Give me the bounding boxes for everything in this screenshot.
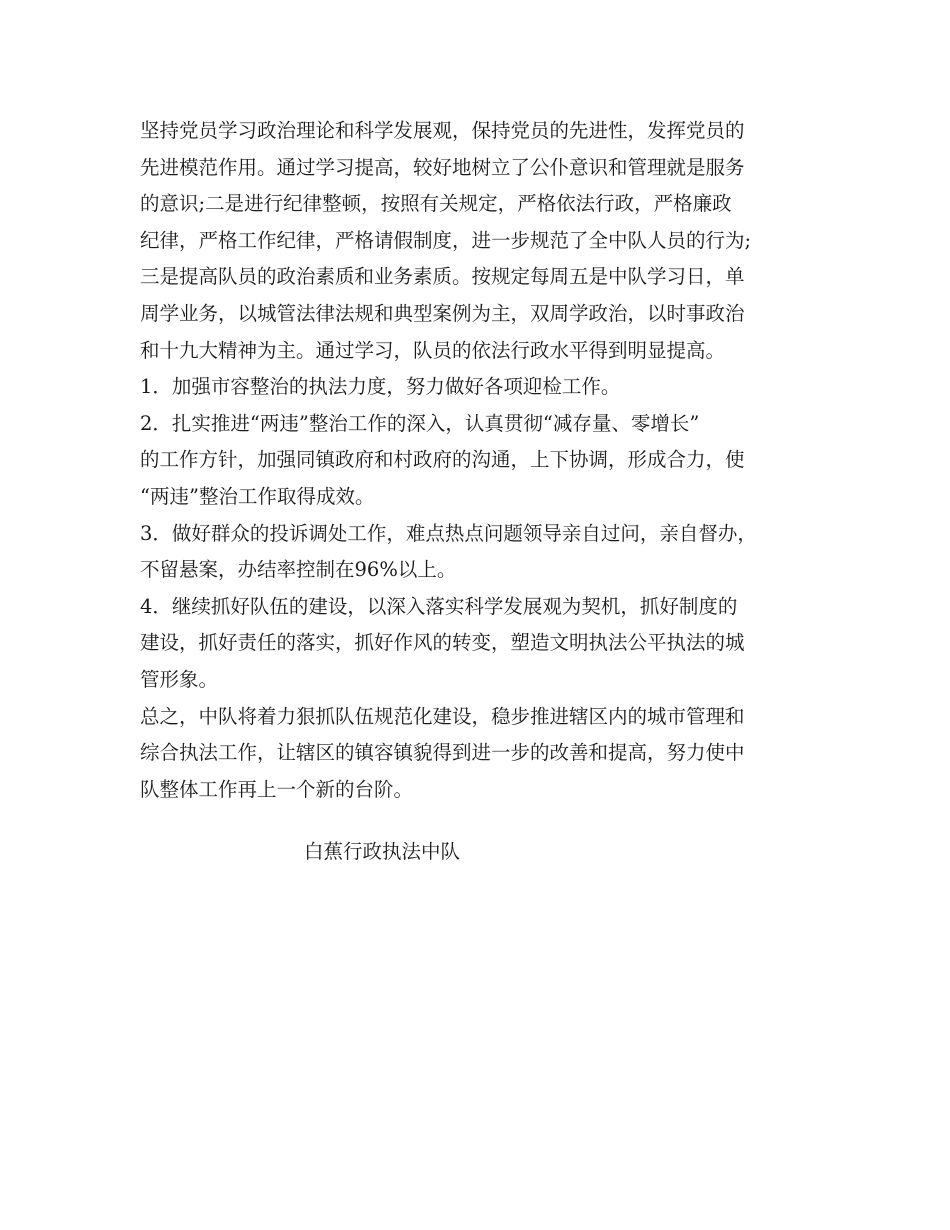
text-line: 三是提高队员的政治素质和业务素质。按规定每周五是中队学习日，单 <box>140 265 745 289</box>
text-line: 的工作方针，加强同镇政府和村政府的沟通，上下协调，形成合力，使 <box>140 448 745 472</box>
text-line: 周学业务，以城管法律法规和典型案例为主，双周学政治，以时事政治 <box>140 301 745 325</box>
text-line: 综合执法工作，让辖区的镇容镇貌得到进一步的改善和提高，努力使中 <box>140 741 745 765</box>
text-line: 坚持党员学习政治理论和科学发展观，保持党员的先进性，发挥党员的 <box>140 119 745 142</box>
signature-org-name: 白蕉行政执法中队 <box>304 840 461 863</box>
text-line: 队整体工作再上一个新的台阶。 <box>140 777 414 801</box>
text-line: 的意识;二是进行纪律整顿，按照有关规定，严格依法行政，严格廉政 <box>140 192 732 216</box>
text-line: 和十九大精神为主。通过学习，队员的依法行政水平得到明显提高。 <box>140 338 726 362</box>
text-line: 先进模范作用。通过学习提高，较好地树立了公仆意识和管理就是服务 <box>140 155 745 179</box>
list-item-1: 1．加强市容整治的执法力度，努力做好各项迎检工作。 <box>140 375 621 399</box>
text-line: “两违”整治工作取得成效。 <box>140 484 375 508</box>
text-line: 管形象。 <box>140 667 219 691</box>
list-item-2: 2．扎实推进“两违”整治工作的深入，认真贯彻“减存量、零增长” <box>140 411 700 435</box>
body-text <box>140 113 830 808</box>
list-item-4: 4．继续抓好队伍的建设，以深入落实科学发展观为契机，抓好制度的 <box>140 594 738 618</box>
text-line: 不留悬案，办结率控制在96%以上。 <box>140 558 457 582</box>
conclusion-line: 总之，中队将着力狠抓队伍规范化建设，稳步推进辖区内的城市管理和 <box>140 704 745 728</box>
text-line: 建设，抓好责任的落实，抓好作风的转变，塑造文明执法公平执法的城 <box>140 631 745 655</box>
text-line: 纪律，严格工作纪律，严格请假制度，进一步规范了全中队人员的行为; <box>140 228 752 252</box>
list-item-3: 3．做好群众的投诉调处工作，难点热点问题领导亲自过问，亲自督办， <box>140 521 757 545</box>
